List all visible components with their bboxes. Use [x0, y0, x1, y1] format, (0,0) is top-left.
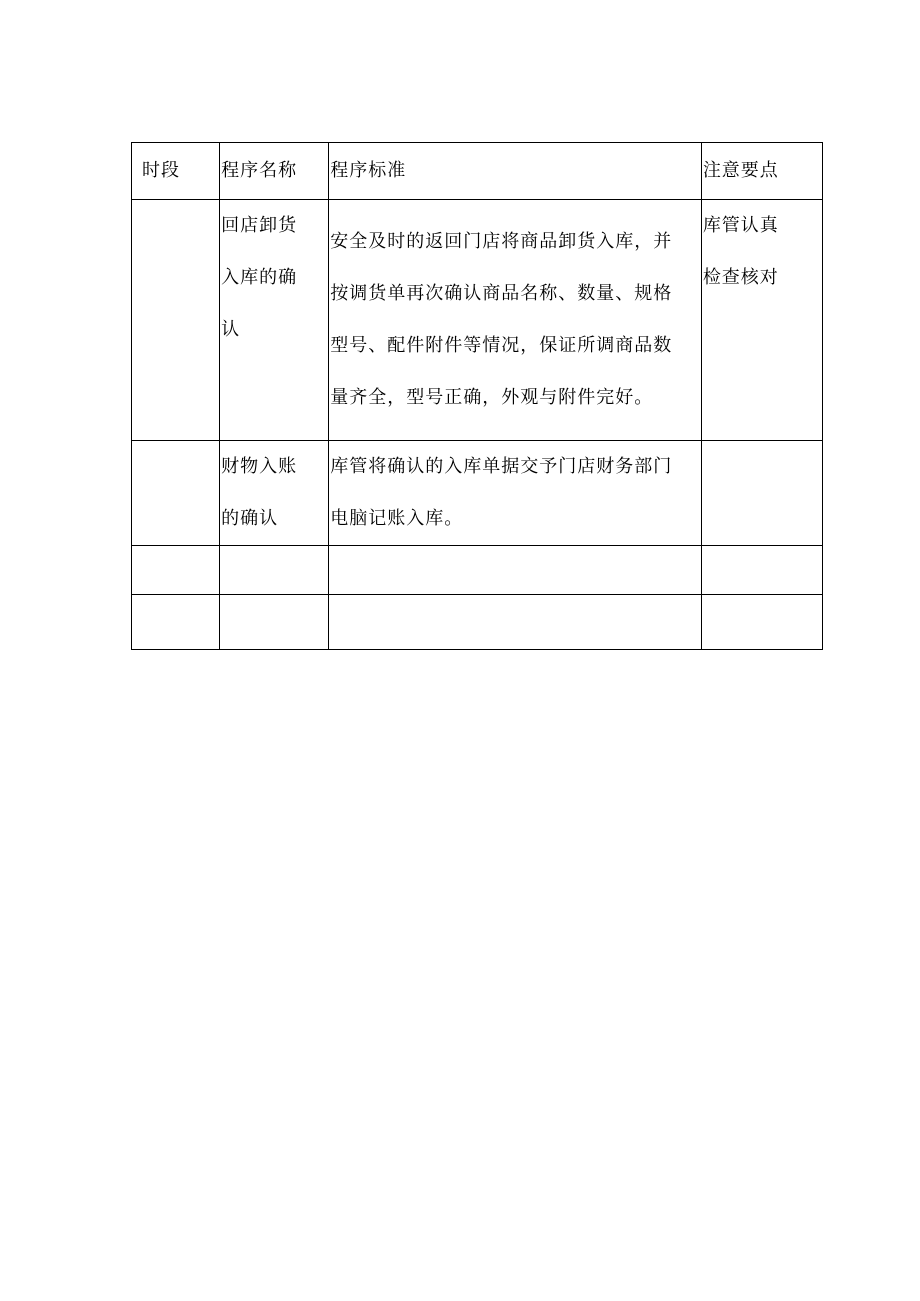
table-row [132, 595, 823, 650]
header-period: 时段 [132, 143, 220, 200]
cell-standard: 库管将确认的入库单据交予门店财务部门 电脑记账入库。 [329, 441, 702, 546]
cell-name: 财物入账 的确认 [220, 441, 329, 546]
cell-notes: 库管认真 检查核对 [701, 200, 822, 441]
header-name: 程序名称 [220, 143, 329, 200]
cell-period [132, 595, 220, 650]
cell-period [132, 441, 220, 546]
cell-name [220, 546, 329, 595]
header-notes: 注意要点 [701, 143, 822, 200]
table-row [132, 441, 823, 546]
cell-period [132, 200, 220, 441]
header-standard: 程序标准 [329, 143, 702, 200]
table-header-row [132, 143, 823, 200]
cell-notes [701, 441, 822, 546]
cell-notes [701, 595, 822, 650]
cell-standard [329, 595, 702, 650]
table-row [132, 546, 823, 595]
procedure-table [131, 142, 823, 650]
cell-name: 回店卸货 入库的确 认 [220, 200, 329, 441]
cell-name [220, 595, 329, 650]
cell-period [132, 546, 220, 595]
cell-standard: 安全及时的返回门店将商品卸货入库，并 按调货单再次确认商品名称、数量、规格 型号、配件附件等情况，保证所调商品数 量齐全，型号正确，外观与附件完好。 [329, 200, 702, 441]
table-row [132, 200, 823, 441]
cell-standard [329, 546, 702, 595]
cell-notes [701, 546, 822, 595]
